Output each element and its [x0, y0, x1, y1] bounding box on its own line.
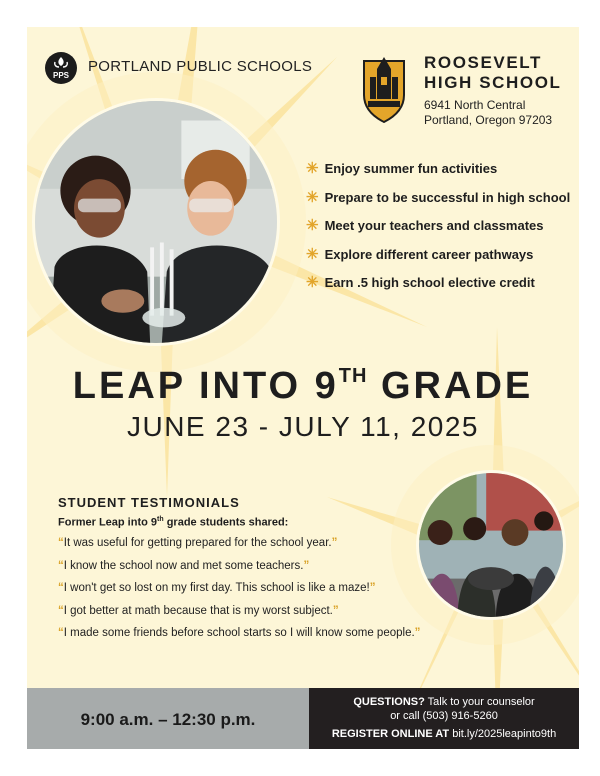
- testimonials-title: STUDENT TESTIMONIALS: [58, 495, 240, 510]
- list-item: ✳ Prepare to be successful in high school: [306, 188, 571, 206]
- list-item: ✳ Earn .5 high school elective credit: [306, 274, 535, 291]
- contact-bar: [309, 688, 579, 749]
- page-title: LEAP INTO 9TH GRADE: [72, 365, 534, 407]
- school-address: [424, 98, 552, 128]
- list-item: ✳ Meet your teachers and classmates: [306, 217, 544, 234]
- highlights-list: [306, 159, 570, 302]
- questions-line: QUESTIONS? Talk to your counselor: [353, 696, 535, 708]
- list-item: ✳ Explore different career pathways: [306, 245, 534, 263]
- pps-logo: [45, 52, 77, 84]
- testimonials-intro: Former Leap into 9th grade students shared:: [58, 516, 289, 529]
- program-hours: 9:00 a.m. – 12:30 p.m.: [80, 710, 256, 729]
- program-hours-bar: [27, 688, 309, 749]
- star-icon: ✳: [306, 274, 319, 291]
- program-dates: JUNE 23 - JULY 11, 2025: [126, 411, 479, 442]
- register-line[interactable]: REGISTER ONLINE AT bit.ly/2025leapinto9th: [331, 728, 557, 740]
- list-item: “I made some friends before school starts so I will know some people.”: [58, 627, 421, 639]
- call-line: or call (503) 916-5260: [390, 710, 498, 722]
- school-name-line1: ROOSEVELT: [424, 53, 542, 72]
- star-icon: ✳: [306, 245, 319, 263]
- list-item: “It was useful for getting prepared for the school year.”: [58, 537, 338, 549]
- pps-initials: PPS: [52, 71, 70, 80]
- star-icon: ✳: [306, 217, 319, 234]
- students-hallway-photo: [416, 470, 566, 620]
- school-name: [424, 53, 562, 93]
- flame-icon: [45, 52, 77, 84]
- flyer: [27, 27, 579, 749]
- address-line1: 6941 North Central: [424, 98, 526, 112]
- list-item: “I know the school now and met some teachers.”: [58, 559, 310, 572]
- school-name-line2: HIGH SCHOOL: [424, 73, 562, 92]
- testimonial-quotes: [58, 537, 420, 650]
- register-link[interactable]: bit.ly/2025leapinto9th: [449, 728, 557, 740]
- district-name: PORTLAND PUBLIC SCHOOLS: [88, 58, 313, 75]
- list-item: ✳ Enjoy summer fun activities: [306, 160, 498, 177]
- star-icon: ✳: [306, 160, 319, 177]
- address-line2: Portland, Oregon 97203: [424, 113, 553, 127]
- students-lab-photo: [32, 98, 280, 346]
- list-item: “I won't get so lost on my first day. This school is like a maze!”: [58, 582, 376, 594]
- roosevelt-crest-icon: [362, 55, 406, 123]
- list-item: “I got better at math because that is my worst subject.”: [58, 604, 339, 617]
- star-icon: ✳: [306, 188, 319, 206]
